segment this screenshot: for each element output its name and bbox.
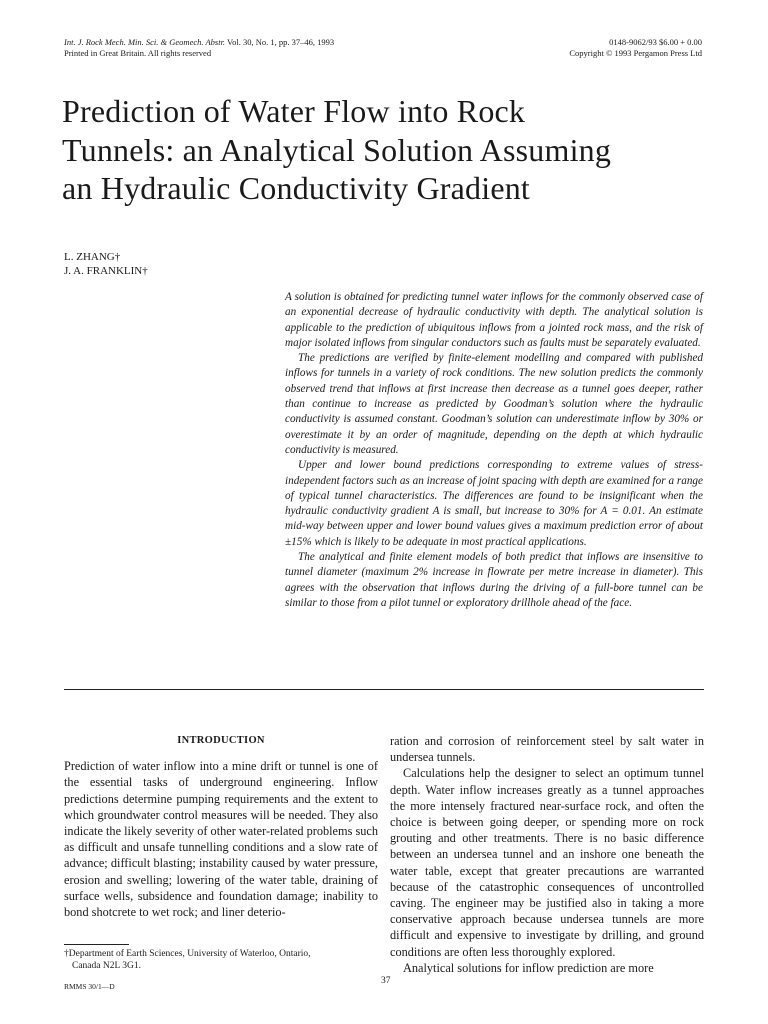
copyright-notice: Copyright © 1993 Pergamon Press Ltd <box>569 47 702 58</box>
abstract-paragraph: The predictions are verified by finite-element modelling and compared with published inflows for tunnels in a variety of rock conditions. The new solution predicts the commonly observed trend that inflows at first increase then decrease as a tunnel goes deeper, rather than continue to increase as predicted by Goodman’s solution where the hydraulic conductivity is assumed constant. Goodman’s solution can underestimate inflow by 30% or overestimate it by an order of magnitude, depending on the depth at which hydraulic conductivity is measured. <box>285 352 703 456</box>
footnote-line: †Department of Earth Sciences, University of Waterloo, Ontario, <box>64 949 311 959</box>
body-paragraph: ration and corrosion of reinforcement steel by salt water in undersea tunnels. <box>390 734 704 765</box>
abstract <box>285 290 703 611</box>
abstract-paragraph: The analytical and finite element models of both predict that inflows are insensitive to tunnel diameter (maximum 2% increase in flowrate per metre increase in diameter). This agrees with the observation that inflows during the driving of a full-bore tunnel can be similar to those from a pilot tunnel or exploratory drillhole ahead of the face. <box>285 551 703 609</box>
body-paragraph: Analytical solutions for inflow prediction are more <box>403 960 654 975</box>
page-number: 37 <box>381 976 391 986</box>
copyright-header <box>569 37 702 58</box>
body-paragraph: Prediction of water inflow into a mine drift or tunnel is one of the essential tasks of underground engineering. Inflow predictions determine pumping requirements and the extent to which groundwater control measures will be needed. They also indicate the likely severity of other water-related problems such as difficult and unsafe tunnelling conditions and a slow rate of advance; difficult blasting; instability caused by water pressure, erosion and swelling; lowering of the water table, draining of surface wells, subsidence and foundation damage; inability to bond shotcrete to wet rock; and liner deterio- <box>64 759 378 920</box>
abstract-paragraph: Upper and lower bound predictions corresponding to extreme values of stress-independent factors such as an increase of joint spacing with depth are examined for a range of typical tunnel characteristics. The differences are found to be insignificant when the hydraulic conductivity gradient A is small, but increase to 30% for A = 0.01. An estimate mid-way between upper and lower bound values gives a maximum prediction error of about ±15% which is likely to be adequate in most practical applications. <box>285 459 703 548</box>
journal-citation-line <box>64 37 334 48</box>
left-column <box>64 733 378 920</box>
page-identifier: RMMS 30/1—D <box>64 982 115 991</box>
journal-header <box>64 37 334 58</box>
article-title: Prediction of Water Flow into Rock Tunnels: an Analytical Solution Assuming an Hydraulic Conductivity Gradient <box>62 93 612 206</box>
footnote-divider <box>64 944 129 945</box>
right-column <box>390 733 704 976</box>
author-list <box>64 250 148 278</box>
journal-name: Int. J. Rock Mech. Min. Sci. & Geomech. Abstr. <box>64 37 226 47</box>
footnote <box>64 949 382 972</box>
author-name: L. ZHANG† <box>64 251 121 263</box>
printed-notice: Printed in Great Britain. All rights reserved <box>64 47 212 58</box>
section-heading: INTRODUCTION <box>177 735 265 746</box>
issn-price: 0148-9062/93 $6.00 + 0.00 <box>609 37 702 47</box>
author-name: J. A. FRANKLIN† <box>64 265 148 277</box>
body-paragraph: Calculations help the designer to select an optimum tunnel depth. Water inflow increases greatly as a tunnel approaches the more intensely fractured near-surface rock, and often the choice is between going deeper, or spending more on rock grouting and other treatments. There is no basic difference between an undersea tunnel and an inshore one beneath the water table, except that greater precautions are warranted because of the catastrophic consequences of uncontrolled caving. The engineer may be justified also in taking a more conservative approach because undersea tunnels are more difficult and expensive to investigate by drilling, and ground conditions are often less thoroughly explored. <box>390 766 704 959</box>
section-divider <box>64 689 704 690</box>
footnote-line: Canada N2L 3G1. <box>72 960 142 971</box>
volume-info: Vol. 30, No. 1, pp. 37–46, 1993 <box>225 37 335 47</box>
abstract-paragraph: A solution is obtained for predicting tunnel water inflows for the commonly observed case of an exponential decrease of hydraulic conductivity with depth. The analytical solution is applicable to the prediction of ubiquitous inflows from a jointed rock mass, and the risk of major isolated inflows from singular conductors such as faults must be separately evaluated. <box>285 291 703 349</box>
